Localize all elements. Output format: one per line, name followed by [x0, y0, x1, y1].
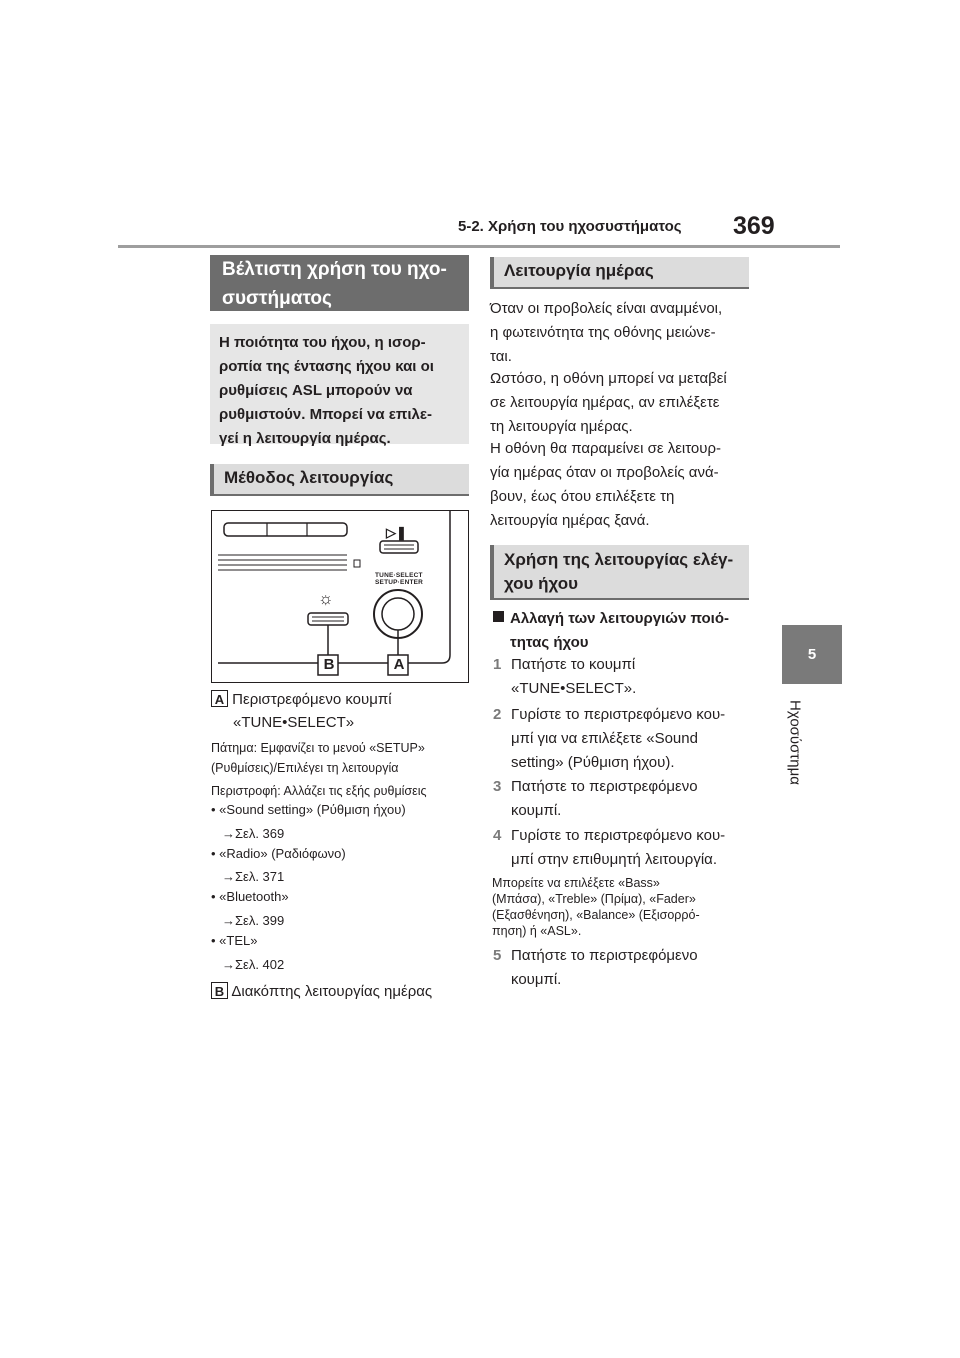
step-4 — [493, 824, 725, 872]
bullet-item: • «Bluetooth» — [211, 889, 289, 904]
step-text: κουμπί. — [511, 802, 562, 819]
note-line: (Μπάσα), «Treble» (Πρίμα), «Fader» — [492, 892, 696, 906]
sun-icon[interactable]: ☼ — [318, 589, 334, 608]
text-line: η φωτεινότητα της οθόνης μειώνε- — [490, 324, 716, 341]
day-para3 — [490, 437, 755, 533]
tune-select-knob[interactable] — [386, 597, 410, 621]
step-text: κουμπί. — [511, 971, 562, 988]
intro-line: ρυθμίσεις ASL μπορούν να — [219, 382, 413, 399]
note-line: (Εξασθένηση), «Balance» (Εξισορρό- — [492, 908, 700, 922]
item-b — [211, 980, 432, 1004]
bullet-item: • «Radio» (Ραδιόφωνο) — [211, 846, 346, 861]
chapter-number-tab[interactable]: 5 — [782, 625, 842, 684]
square-bullet-icon — [493, 611, 504, 622]
step-text: «TUNE•SELECT». — [511, 680, 637, 697]
badge-b: B — [211, 982, 228, 999]
step-number: 4 — [493, 827, 502, 844]
chapter-label — [780, 690, 804, 800]
section-heading-line1: Βέλτιστη χρήση του ηχο- — [222, 259, 447, 280]
intro-box — [210, 324, 469, 447]
heading-line1: Χρήση της λειτουργίας ελέγ- — [504, 550, 734, 569]
control-panel-diagram — [211, 510, 469, 683]
press-desc-line2: (Ρυθμίσεις)/Επιλέγει τη λειτουργία — [211, 761, 399, 775]
text-line: γία ημέρας όταν οι προβολείς ανά- — [490, 464, 719, 481]
text-line: Η οθόνη θα παραμείνει σε λειτουρ- — [490, 440, 721, 457]
subsection-line1: Αλλαγή των λειτουργιών ποιό- — [510, 610, 730, 627]
page-ref-link[interactable]: →Σελ. 371 — [222, 869, 285, 884]
press-desc-line1: Πάτημα: Εμφανίζει το μενού «SETUP» — [211, 741, 425, 755]
intro-line: ρυθμιστούν. Μπορεί να επιλε- — [219, 406, 432, 423]
rotate-desc: Περιστροφή: Αλλάζει τις εξής ρυθμίσεις — [211, 784, 427, 798]
page-ref-link[interactable]: →Σελ. 369 — [222, 826, 285, 841]
item-a-line2: «TUNE•SELECT» — [233, 714, 355, 731]
bullet-item: • «TEL» — [211, 933, 258, 948]
step-2 — [493, 703, 725, 775]
step-text: Πατήστε το κουμπί — [511, 656, 636, 673]
step-5 — [493, 944, 698, 992]
text-line: τη λειτουργία ημέρας. — [490, 418, 633, 435]
item-a — [211, 688, 392, 712]
heading-line2: χου ήχου — [504, 574, 579, 593]
step-3 — [493, 775, 698, 823]
note-line: Μπορείτε να επιλέξετε «Bass» — [492, 876, 660, 890]
step-number: 1 — [493, 656, 502, 673]
intro-line: γεί η λειτουργία ημέρας. — [219, 430, 391, 447]
step-text: Πατήστε το περιστρεφόμενο — [511, 778, 698, 795]
intro-line: Η ποιότητα του ήχου, η ισορ- — [219, 334, 426, 351]
play-pause-icon[interactable]: ▷❚ — [386, 525, 407, 540]
item-a-line1: Περιστρεφόμενο κουμπί — [232, 691, 392, 708]
step-number: 3 — [493, 778, 502, 795]
subsection-title — [493, 607, 729, 655]
text-line: ται. — [490, 348, 512, 365]
step-text: setting» (Ρύθμιση ήχου). — [511, 754, 675, 771]
callout-b: B — [323, 656, 335, 673]
note — [492, 875, 700, 939]
day-para1 — [490, 297, 755, 369]
badge-a: A — [211, 690, 228, 707]
step-number: 5 — [493, 947, 502, 964]
text-line: σε λειτουργία ημέρας, αν επιλέξετε — [490, 394, 720, 411]
step-1 — [493, 653, 636, 701]
day-para2 — [490, 367, 755, 439]
section-heading-line2: συστήματος — [222, 288, 332, 309]
header-rule — [118, 245, 840, 248]
day-mode-heading: Λειτουργία ημέρας — [490, 257, 749, 289]
page-number: 369 — [733, 212, 775, 240]
page-ref-link[interactable]: →Σελ. 402 — [222, 957, 285, 972]
chapter-label-text: Ηχοσύστημα — [786, 700, 804, 785]
item-b-line1: Διακόπτης λειτουργίας ημέρας — [231, 983, 433, 1000]
text-line: Ωστόσο, η οθόνη μπορεί να μεταβεί — [490, 370, 727, 387]
step-text: Πατήστε το περιστρεφόμενο — [511, 947, 698, 964]
step-text: μπί για να επιλέξετε «Sound — [511, 730, 698, 747]
text-line: βουν, έως ότου επιλέξετε τη — [490, 488, 675, 505]
step-number: 2 — [493, 706, 502, 723]
sound-control-heading — [490, 545, 749, 600]
section-heading — [210, 255, 469, 311]
callout-a: A — [393, 656, 405, 673]
text-line: λειτουργία ημέρας ξανά. — [490, 512, 650, 529]
knob-label-line2: SETUP·ENTER — [375, 579, 424, 586]
step-text: Γυρίστε το περιστρεφόμενο κου- — [511, 706, 726, 723]
step-text: Γυρίστε το περιστρεφόμενο κου- — [511, 827, 726, 844]
bullet-item: • «Sound setting» (Ρύθμιση ήχου) — [211, 802, 406, 817]
text-line: Όταν οι προβολείς είναι αναμμένοι, — [490, 300, 723, 317]
subsection-line2: τητας ήχου — [510, 634, 589, 651]
knob-label-line1: TUNE·SELECT — [375, 572, 423, 579]
step-text: μπί στην επιθυμητή λειτουργία. — [511, 851, 718, 868]
note-line: πηση) ή «ASL». — [492, 924, 582, 938]
page-ref-link[interactable]: →Σελ. 399 — [222, 913, 285, 928]
intro-line: ροπία της έντασης ήχου και οι — [219, 358, 434, 375]
method-heading: Μέθοδος λειτουργίας — [210, 464, 469, 496]
section-title: 5-2. Χρήση του ηχοσυστήματος — [458, 218, 682, 235]
